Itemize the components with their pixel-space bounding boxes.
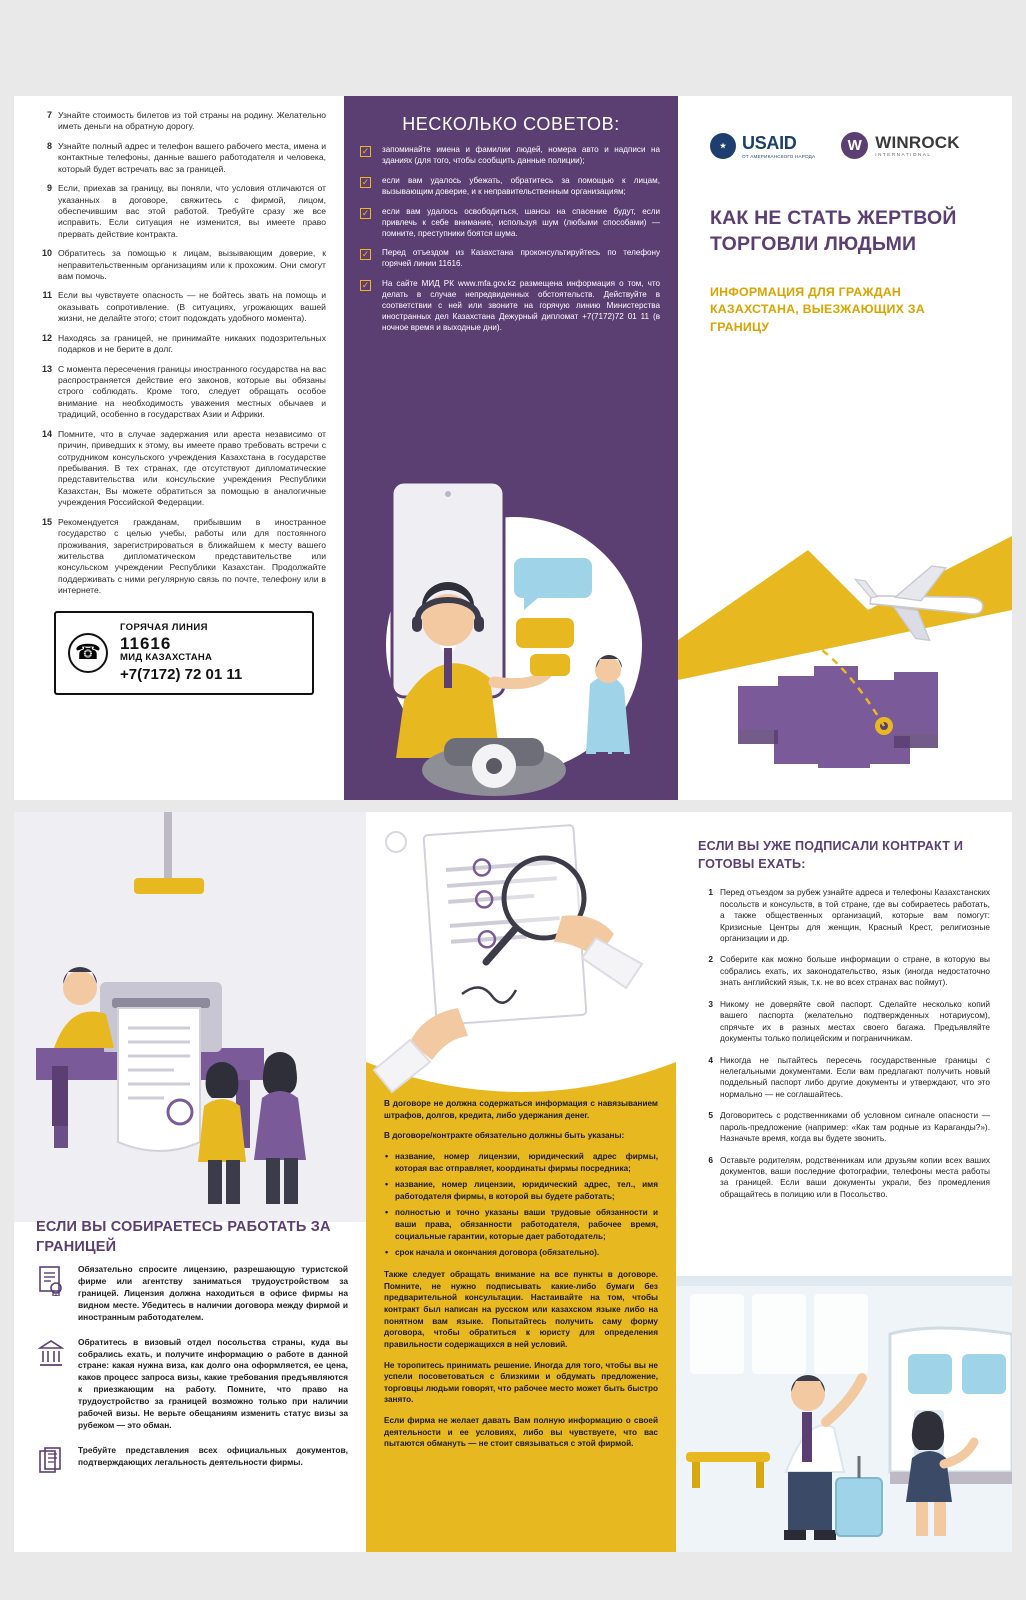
list-item (360, 176, 660, 198)
winrock-wordmark: WINROCK (875, 133, 960, 152)
list-item-number: 1 (708, 887, 713, 898)
train-station-travelers-illustration (676, 1276, 1012, 1552)
hotline-number: 11616 (120, 633, 172, 653)
usaid-wordmark: USAID (742, 132, 797, 153)
list-item-text: запоминайте имена и фамилии людей, номера авто и надписи на зданиях (для того, чтобы сообщить данные полиции); (382, 145, 660, 165)
list-item-text: Если, приехав за границу, вы поняли, что условия отличаются от указанных в договоре, свяжитесь с фирмой, лицом, обеспечившим вас этой работой. Требуйте сразу же все исправить. Если ситуация не изменится, вы имеете право прервать действие контракта. (58, 183, 326, 239)
checkmark-icon: ✓ (361, 146, 370, 156)
list-item-number: 2 (708, 954, 713, 965)
list-item-text: Перед отъездом из Казахстана проконсультируйтесь по телефону горячей линии 11616. (382, 248, 660, 269)
list-item-text: Никогда не пытайтесь пересечь государственные границы с нелегальными документами. Если вам предлагают получить новый поддельный паспорт либо другие документы и утверждают, что это нормально — не соглашайтесь. (720, 1054, 990, 1099)
brochure-inner-spread (14, 812, 1012, 1552)
list-item-text: Соберите как можно больше информации о стране, в которую вы собрались ехать, их законодательство, язык (иногда недостаточно знать английский язык, т.к. не во всех странах вас поймут). (720, 954, 990, 988)
checkmark-icon: ✓ (361, 176, 370, 187)
list-item (698, 1155, 990, 1201)
usaid-seal-icon: ★ (710, 133, 736, 159)
list-item-text: На сайте МИД РК www.mfa.gov.kz размещена информация о том, что делать в случае непредвиденных обстоятельств. Действуйте в соответствии с ней или звоните на горячую линию Министерства иностранных дел Казахстана Дежурный дипломат +7(7172)72 01 11 (в ночное время и выходные дни). (382, 279, 660, 332)
list-item (36, 1337, 348, 1432)
panel-right-cover (678, 96, 1012, 800)
list-item-text: Договоритесь с родственниками об условном сигнале опасности — пароль-предложение (например: «Как там родные из Караганды?»). Назначьте время, когда вы будете звонить. (720, 1110, 990, 1144)
office-desk-printer-illustration (14, 812, 366, 1222)
list-item-text: Обязательно спросите лицензию, разрешающую туристской фирме или агентству заниматься трудоустройством за границей. Лицензия должна находиться в офисе фирмы на видном месте. Убедитесь в наличии договора между фирмой и иностранным работодателем. (78, 1264, 348, 1322)
advice-list (344, 145, 678, 334)
winrock-mark-icon: W (841, 132, 868, 159)
panel-work-abroad (14, 812, 366, 1552)
list-item-text: Обратитесь за помощью к лицам, вызывающим доверие, к неправительственным организациям или к прохожим. Они смогут вам помочь. (58, 248, 326, 282)
list-item-text: Если вы чувствуете опасность — не бойтесь звать на помощь и оказывать сопротивление. (В ситуациях, угрожающих вашей жизни, не делайте этого; стоит подождать удобного момента). (58, 290, 326, 324)
list-item-text: С момента пересечения границы иностранного государства на вас распространяется действие его законов, которые вы обязаны строго соблюдать. Кроме того, следует обращать особое внимание на необходимость уважения местных обычаев и традиций, особенно в государствах Азии и Африки. (58, 363, 326, 420)
list-item (32, 517, 326, 597)
list-item-number: 3 (708, 998, 713, 1009)
contract-magnifier-illustration (366, 812, 676, 1102)
list-item (360, 248, 660, 270)
list-item-text: если вам удалось освободиться, шансы на спасение будут, если привлечь к себе внимание, используя шум (любыми способами) — помните, преступники боятся шума. (382, 206, 660, 238)
list-item (698, 1110, 990, 1144)
list-item-number: 13 (41, 363, 52, 374)
list-item (360, 279, 660, 334)
cover-headline: КАК НЕ СТАТЬ ЖЕРТВОЙ ТОРГОВЛИ ЛЮДЬМИ (710, 207, 957, 256)
work-abroad-heading: ЕСЛИ ВЫ СОБИРАЕТЕСЬ РАБОТАТЬ ЗА ГРАНИЦЕЙ (36, 1219, 331, 1255)
list-item-text: если вам удалось убежать, обратитесь за помощью к лицам, вызывающим доверие, и к неправительственным организациям; (382, 175, 660, 196)
list-item-text: Оставьте родителям, родственникам или друзьям копии всех ваших документов, ваши последние фотографии, телефоны места работы за границей. Если ваши документы украли, без промедления обращайтесь в полицию или в Посольство. (720, 1154, 990, 1199)
list-item: • название, номер лицензии, юридический адрес, тел., имя работодателя фирмы, в которой вы будете работать; (384, 1179, 658, 1202)
list-item-text: Помните, что в случае задержания или ареста независимо от причин, приведших к этому, вы имеете право требовать встречи с сотрудником консульского учреждения Казахстана в государстве пребывания. В тех странах, где отсутствуют дипломатические представительства или консульские учреждения Республики Казахстан, Вы можете обратиться за помощью в аналогичные учреждения Российской Федерации. (58, 428, 326, 508)
usaid-logo (710, 133, 815, 159)
list-item-text: Обратитесь в визовый отдел посольства страны, куда вы собрались ехать, и получите информацию о работе в данной стране: какая нужна виза, как долго она оформляется, ее цена, каков процесс запроса визы, какие требования предъявляются к приезжающим на работу. Помните, что право на трудоустройство за границей возможно только при наличии рабочей визы. Не верьте обещаниям изменить статус визы за рубежом — это обман. (78, 1336, 348, 1431)
list-item (32, 141, 326, 175)
embassy-building-icon (36, 1337, 66, 1371)
paragraph: В договоре не должна содержаться информация с навязыванием штрафов, долгов, кредита, либо удержания денег. (384, 1099, 658, 1120)
list-item (698, 954, 990, 988)
usaid-tagline: ОТ АМЕРИКАНСКОГО НАРОДА (742, 153, 816, 159)
advice-title: НЕСКОЛЬКО СОВЕТОВ: (402, 114, 620, 134)
airplane-over-map-illustration (678, 490, 1012, 800)
list-item (698, 999, 990, 1045)
paragraph: Если фирма не желает давать Вам полную информацию о своей деятельности и ее условиях, либо вы чувствуете, что вас пытаются обмануть — не стоит связываться с этой фирмой. (384, 1416, 658, 1449)
list-item-text: Рекомендуется гражданам, прибывшим в иностранное государство с целью учебы, работы или для постоянного проживания, зарегистрироваться в ближайшем к месту вашего жительства дипломатическом представительстве или консульском учреждении Республики Казахстан. Продолжайте поддерживать с ними регулярную связь по почте, телефону или в интернете. (58, 516, 326, 596)
documents-icon (36, 1445, 66, 1479)
list-item-text: Требуйте представления всех официальных документов, подтверждающих легальность деятельности фирмы. (78, 1444, 348, 1467)
checkmark-icon: ✓ (361, 249, 370, 260)
list-item (36, 1264, 348, 1324)
list-item-number: 8 (46, 140, 52, 151)
logo-row (678, 96, 1012, 159)
list-item-number: 11 (42, 290, 52, 301)
list-item-number: 5 (708, 1110, 713, 1121)
hotline-box (54, 611, 314, 696)
list-item (32, 364, 326, 421)
list-item (32, 248, 326, 282)
winrock-tagline: INTERNATIONAL (875, 153, 932, 158)
list-item: • полностью и точно указаны ваши трудовые обязанности и ваши права, обязанности работодателя, рабочее время, социальные гарантии, которые дает работодатель; (384, 1207, 658, 1242)
list-item (32, 429, 326, 509)
brochure-outer-spread (14, 96, 1012, 800)
work-abroad-items (36, 1264, 348, 1492)
list-item-number: 12 (41, 332, 52, 343)
list-item (32, 183, 326, 240)
paragraph: Также следует обращать внимание на все пункты в договоре. Помните, не нужно подписывать какие-либо бумаги без предварительной консультации. Настаивайте на том, чтобы контракт был написан на русском или казахском языке либо на понятном вам языке. Попытайтесь получить саму форму договора, чтобы обратиться к юристу для определения правильности содержащихся в ней условий. (384, 1270, 658, 1349)
signed-contract-heading: ЕСЛИ ВЫ УЖЕ ПОДПИСАЛИ КОНТРАКТ И ГОТОВЫ ЕХАТЬ: (698, 839, 964, 871)
hotline-mfa-phone: +7(7172) 72 01 11 (120, 666, 243, 683)
paragraph: В договоре/контракте обязательно должны быть указаны: (384, 1131, 625, 1141)
list-item: • срок начала и окончания договора (обязательно). (384, 1247, 658, 1259)
list-item-text: Никому не доверяйте свой паспорт. Сделайте несколько копий вашего паспорта (желательно подтвержденных нотариусом), спрячьте их в разных местах своего багажа. Предъявляйте документы только полицейским и пограничникам. (720, 998, 990, 1044)
list-item (32, 110, 326, 133)
list-item-number: 9 (46, 183, 52, 194)
list-item (360, 207, 660, 240)
list-item: • название, номер лицензии, юридический адрес фирмы, которая вас отправляет, координаты фирмы посредника; (384, 1151, 658, 1174)
list-item-text: Узнайте стоимость билетов из той страны на родину. Желательно иметь деньги на обратную дорогу. (58, 110, 326, 132)
numbered-list-continued (32, 110, 326, 597)
license-certificate-icon (36, 1264, 66, 1298)
list-item (32, 290, 326, 324)
list-item-number: 4 (708, 1054, 713, 1065)
list-item-number: 7 (46, 110, 52, 120)
list-item-number: 6 (708, 1154, 713, 1165)
list-item-number: 15 (41, 516, 52, 527)
list-item (698, 887, 990, 944)
paragraph: Не торопитесь принимать решение. Иногда для того, чтобы вы не успели посоветоваться с близкими и обдумать предложение, торговцы людьми говорят, что рабочее место может быть быстро занято. (384, 1360, 658, 1405)
phone-icon: ☎ (68, 633, 108, 673)
list-item-number: 14 (41, 428, 52, 439)
signed-contract-list (676, 873, 1012, 1200)
winrock-logo (841, 132, 960, 159)
list-item (36, 1445, 348, 1479)
panel-mid-advice (344, 96, 678, 800)
call-center-operator-illustration (344, 470, 678, 800)
cover-subheadline: ИНФОРМАЦИЯ ДЛЯ ГРАЖДАН КАЗАХСТАНА, ВЫЕЗЖАЮЩИХ ЗА ГРАНИЦУ (710, 284, 925, 334)
hotline-text-block (120, 623, 242, 684)
checkmark-icon: ✓ (361, 280, 370, 291)
list-item (32, 333, 326, 356)
list-item (698, 1055, 990, 1101)
list-item (360, 145, 660, 167)
contract-requirements-list (384, 1151, 658, 1259)
list-item-text: Перед отъездом за рубеж узнайте адреса и телефоны Казахстанских посольств и консульств, в той стране, где вы собираетесь работать, а также общественных организаций, которые вам помогут: Кризисные Центры для женщин, Красный Крест, религиозные организации и др. (720, 887, 990, 943)
hotline-title: ГОРЯЧАЯ ЛИНИЯ (120, 621, 208, 633)
list-item-text: Находясь за границей, не принимайте никаких подозрительных подарков и не берите в долг. (58, 332, 326, 355)
panel-left-tips-list (14, 96, 344, 800)
checkmark-icon: ✓ (361, 207, 370, 218)
list-item-text: Узнайте полный адрес и телефон вашего рабочего места, имена и контактные телефоны, данные вашего работодателя и человека, который будет встречать вас за границей. (58, 140, 326, 174)
hotline-org: МИД КАЗАХСТАНА (120, 652, 213, 664)
panel-signed-contract (676, 812, 1012, 1552)
list-item-number: 10 (41, 248, 52, 259)
panel-contract-advice (366, 812, 676, 1552)
